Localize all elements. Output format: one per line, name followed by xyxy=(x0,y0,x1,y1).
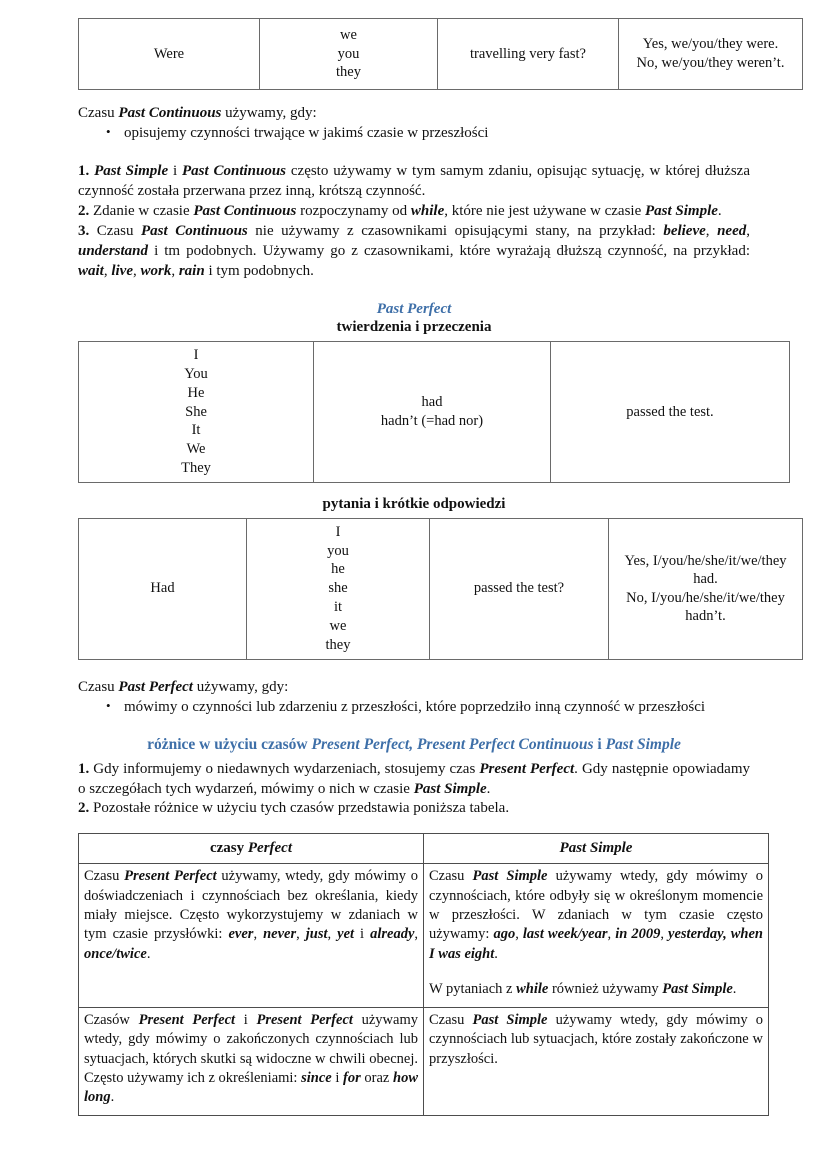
auxiliary-text: Had xyxy=(150,580,175,597)
note-number: 2. xyxy=(78,202,90,219)
text: również używamy xyxy=(548,980,663,997)
text: , xyxy=(660,926,669,943)
cell-past-simple-row2 xyxy=(424,1008,769,1116)
text: , xyxy=(414,926,419,943)
tense-past-simple: Past Simple xyxy=(472,868,548,885)
perfect-vs-past-simple-table xyxy=(78,833,769,1116)
past-continuous-questions-table xyxy=(78,18,803,90)
note-text: i tm podobnych. Używamy go z czasownikami, które wyrażają dłuższą czynność, na przykład: xyxy=(148,242,750,259)
verb-understand: understand xyxy=(78,242,149,259)
subject-it: It xyxy=(191,422,201,439)
short-answer-no: No, we/you/they weren’t. xyxy=(636,55,785,71)
note-text: i xyxy=(168,162,182,179)
text: . xyxy=(494,945,498,962)
text: . xyxy=(732,980,737,997)
tense-past-simple: Past Simple xyxy=(662,980,733,997)
text: i xyxy=(235,1012,257,1029)
paragraph xyxy=(429,867,763,963)
table-header-row xyxy=(79,834,769,864)
past-perfect-affirmative-subtitle: twierdzenia i przeczenia xyxy=(336,319,492,336)
intro-tense: Past Continuous xyxy=(118,105,222,121)
intro-prefix: Czasu xyxy=(78,105,119,121)
cell-predicate xyxy=(551,342,790,483)
note-text: , xyxy=(705,222,718,239)
tense-present-perfect: Present Perfect xyxy=(138,1012,236,1029)
subject-they: they xyxy=(325,636,351,653)
table-row xyxy=(79,342,790,483)
tense-past-continuous: Past Continuous xyxy=(181,162,287,179)
past-continuous-note-1 xyxy=(78,162,750,202)
cell-predicate xyxy=(438,19,619,90)
past-continuous-usage-list xyxy=(78,124,750,144)
table-row xyxy=(79,1008,769,1116)
note-number: 1. xyxy=(78,162,90,179)
differences-note-2 xyxy=(78,799,750,819)
note-text: rozpoczynamy od xyxy=(296,202,411,219)
heading-conjunction: i xyxy=(593,736,606,754)
verb-need: need xyxy=(717,222,747,239)
subject-we: We xyxy=(186,441,206,458)
adverb-just: just xyxy=(305,926,328,943)
marker-last-week-year: last week/year xyxy=(522,926,608,943)
text: używamy wtedy, gdy mówimy o czynnościach lub sytuacjach, które zostały zakończone w przyszłości. xyxy=(429,1012,763,1067)
subject-it: it xyxy=(333,599,343,616)
note-text: . Gdy następnie opowiadamy o szczegółach tych wydarzeń, mówimy o nich w czasie xyxy=(78,760,750,797)
verb-work: work xyxy=(140,262,172,279)
text: oraz xyxy=(360,1069,393,1086)
adverb-yet: yet xyxy=(337,926,355,943)
text: , xyxy=(607,926,616,943)
tense-past-simple: Past Simple xyxy=(413,780,487,797)
auxiliary-text: Were xyxy=(153,45,185,62)
subject-stack xyxy=(85,346,307,478)
text: , xyxy=(296,926,306,943)
header-label-plain: czasy xyxy=(209,840,248,857)
text: używamy, wtedy, gdy mówimy o doświadczeniach i czynnościach bez określania, kiedy miały miejsce. Często wykorzystujemy w zdaniach w tym czasie przysłówki: xyxy=(84,868,419,943)
intro-suffix: używamy, gdy: xyxy=(192,678,289,695)
note-number: 2. xyxy=(78,800,90,817)
paragraph xyxy=(429,980,763,999)
cell-subjects xyxy=(260,19,438,90)
verb-wait: wait xyxy=(78,262,104,279)
subject-she: she xyxy=(328,580,348,597)
short-answer-yes: Yes, I/you/he/she/it/we/they had. xyxy=(624,552,787,588)
cell-short-answers xyxy=(619,19,803,90)
header-past-simple xyxy=(424,834,769,864)
text: , xyxy=(253,926,264,943)
table-row xyxy=(79,19,803,90)
text: W pytaniach z xyxy=(429,980,517,997)
text: Czasu xyxy=(429,868,473,885)
note-text: Czasu xyxy=(89,222,141,239)
note-number: 1. xyxy=(78,760,90,777)
heading-tenses: Present Perfect, Present Perfect Continuous xyxy=(311,736,594,754)
subject-you: you xyxy=(337,45,360,62)
adverb-ever: ever xyxy=(228,926,254,943)
marker-how-long: how long xyxy=(84,1069,418,1106)
marker-yesterday: yesterday, when I was eight xyxy=(429,926,763,962)
note-text: , xyxy=(746,222,750,239)
text: , xyxy=(515,926,523,943)
tense-past-continuous: Past Continuous xyxy=(141,222,248,239)
past-perfect-usage-intro xyxy=(78,678,750,698)
tense-past-continuous: Past Continuous xyxy=(193,202,297,219)
auxiliary-had: had xyxy=(421,394,443,411)
cell-auxiliary xyxy=(79,518,247,659)
note-text: . xyxy=(717,202,722,219)
table-row xyxy=(79,864,769,1008)
intro-tense: Past Perfect xyxy=(118,678,193,695)
note-text: Zdanie w czasie xyxy=(89,202,194,219)
past-perfect-questions-table xyxy=(78,518,803,660)
text: Czasu xyxy=(429,1012,473,1029)
cell-perfect-row1 xyxy=(79,864,424,1008)
note-text: Pozostałe różnice w użyciu tych czasów przedstawia poniższa tabela. xyxy=(89,800,510,817)
page-content xyxy=(78,0,787,1116)
differences-heading xyxy=(78,735,750,755)
predicate-text: passed the test. xyxy=(626,403,714,420)
text: , xyxy=(327,926,338,943)
subject-we: we xyxy=(340,26,357,43)
heading-prefix: różnice w użyciu czasów xyxy=(147,736,312,754)
note-text: i tym podobnych. xyxy=(204,262,314,279)
subject-you: you xyxy=(327,542,349,559)
subject-they: they xyxy=(336,64,361,81)
paragraph xyxy=(84,1011,418,1107)
text: Czasu xyxy=(84,868,125,885)
heading-past-simple: Past Simple xyxy=(605,736,681,754)
note-text: . xyxy=(486,780,491,797)
note-text: , xyxy=(133,262,141,279)
note-text: nie używamy z czasownikami opisującymi stany, na przykład: xyxy=(247,222,664,239)
subject-they: They xyxy=(181,460,211,477)
text: Czasów xyxy=(84,1012,139,1029)
short-answer-yes: Yes, we/you/they were. xyxy=(642,36,779,53)
marker-ago: ago xyxy=(493,926,516,943)
subject-stack xyxy=(266,26,431,83)
past-perfect-affirmative-table xyxy=(78,341,790,483)
past-continuous-usage-intro xyxy=(78,104,750,124)
list-item: • opisujemy czynności trwające w jakimś czasie w przeszłości xyxy=(124,124,750,144)
intro-suffix: używamy, gdy: xyxy=(221,105,317,121)
past-perfect-questions-subtitle: pytania i krótkie odpowiedzi xyxy=(322,495,506,512)
header-czasy-perfect xyxy=(79,834,424,864)
text: używamy wtedy, gdy mówimy o zakończonych czynnościach lub sytuacjach, których skutki są widoczne w chwili obecnej. Często używamy ich z określeniami: xyxy=(84,1012,418,1086)
differences-note-1 xyxy=(78,760,750,800)
intro-prefix: Czasu xyxy=(78,678,119,695)
note-number: 3. xyxy=(78,222,90,239)
text: . xyxy=(146,945,151,962)
marker-in-2009: in 2009 xyxy=(615,926,661,943)
cell-predicate xyxy=(430,518,609,659)
subject-you: You xyxy=(184,365,208,382)
adverb-once-twice: once/twice xyxy=(84,945,147,962)
header-label-italic: Past Simple xyxy=(559,840,633,857)
note-text: często używamy w tym samym zdaniu, opisując sytuację, w której dłuższa czynność została przerwana przez inną, krótszą czynność. xyxy=(78,162,750,199)
short-answer-no: No, I/you/he/she/it/we/they hadn’t. xyxy=(626,589,785,625)
paragraph xyxy=(84,867,418,963)
verb-live: live xyxy=(111,262,133,279)
cell-perfect-row2 xyxy=(79,1008,424,1116)
adverb-already: already xyxy=(370,926,415,943)
note-text: , xyxy=(171,262,179,279)
cell-auxiliary xyxy=(79,19,260,90)
cell-short-answers xyxy=(609,518,803,659)
tense-present-perfect-continuous: Present Perfect xyxy=(256,1012,353,1029)
verb-rain: rain xyxy=(178,262,205,279)
cell-subjects xyxy=(79,342,314,483)
tense-past-simple: Past Simple xyxy=(472,1012,548,1029)
table-row xyxy=(79,518,803,659)
note-text: , które nie jest używane w czasie xyxy=(444,202,645,219)
text: i xyxy=(354,926,371,943)
header-label-italic: Perfect xyxy=(247,840,293,857)
cell-subjects xyxy=(247,518,430,659)
keyword-while: while xyxy=(516,980,549,997)
subject-she: She xyxy=(185,403,207,420)
past-perfect-usage-list xyxy=(78,698,750,718)
note-text: Gdy informujemy o niedawnych wydarzeniach, stosujemy czas xyxy=(89,760,480,777)
subject-we: we xyxy=(329,617,347,634)
auxiliary-hadnt: hadn’t (=had nor) xyxy=(380,412,484,429)
tense-present-perfect: Present Perfect xyxy=(479,760,575,777)
subject-he: He xyxy=(187,384,205,401)
paragraph xyxy=(429,1011,763,1069)
cell-auxiliary xyxy=(314,342,551,483)
past-continuous-note-3 xyxy=(78,222,750,282)
text: i xyxy=(331,1069,344,1086)
subject-stack xyxy=(253,523,423,655)
marker-for: for xyxy=(343,1069,361,1086)
note-text: , xyxy=(103,262,112,279)
past-continuous-note-2 xyxy=(78,202,750,222)
text: . xyxy=(110,1089,115,1106)
subject-i: I xyxy=(193,347,199,363)
list-item: • mówimy o czynności lub zdarzeniu z przeszłości, które poprzedziło inną czynność w przeszłości xyxy=(124,698,750,718)
adverb-never: never xyxy=(263,926,297,943)
predicate-text: travelling very fast? xyxy=(470,45,586,62)
tense-past-simple: Past Simple xyxy=(644,202,718,219)
subject-he: he xyxy=(331,561,345,578)
tense-present-perfect: Present Perfect xyxy=(124,868,217,885)
text: używamy wtedy, gdy mówimy o czynnościach, które odbyły się w określonym momencie w przeszłości. W zdaniach w tym czasie często używamy: xyxy=(429,868,763,943)
predicate-text: passed the test? xyxy=(473,580,565,597)
verb-believe: believe xyxy=(663,222,706,239)
past-perfect-title: Past Perfect xyxy=(376,300,452,317)
marker-since: since xyxy=(301,1069,332,1086)
subject-i: I xyxy=(335,523,341,540)
cell-past-simple-row1 xyxy=(424,864,769,1008)
keyword-while: while xyxy=(410,202,445,219)
tense-past-simple: Past Simple xyxy=(94,162,169,179)
